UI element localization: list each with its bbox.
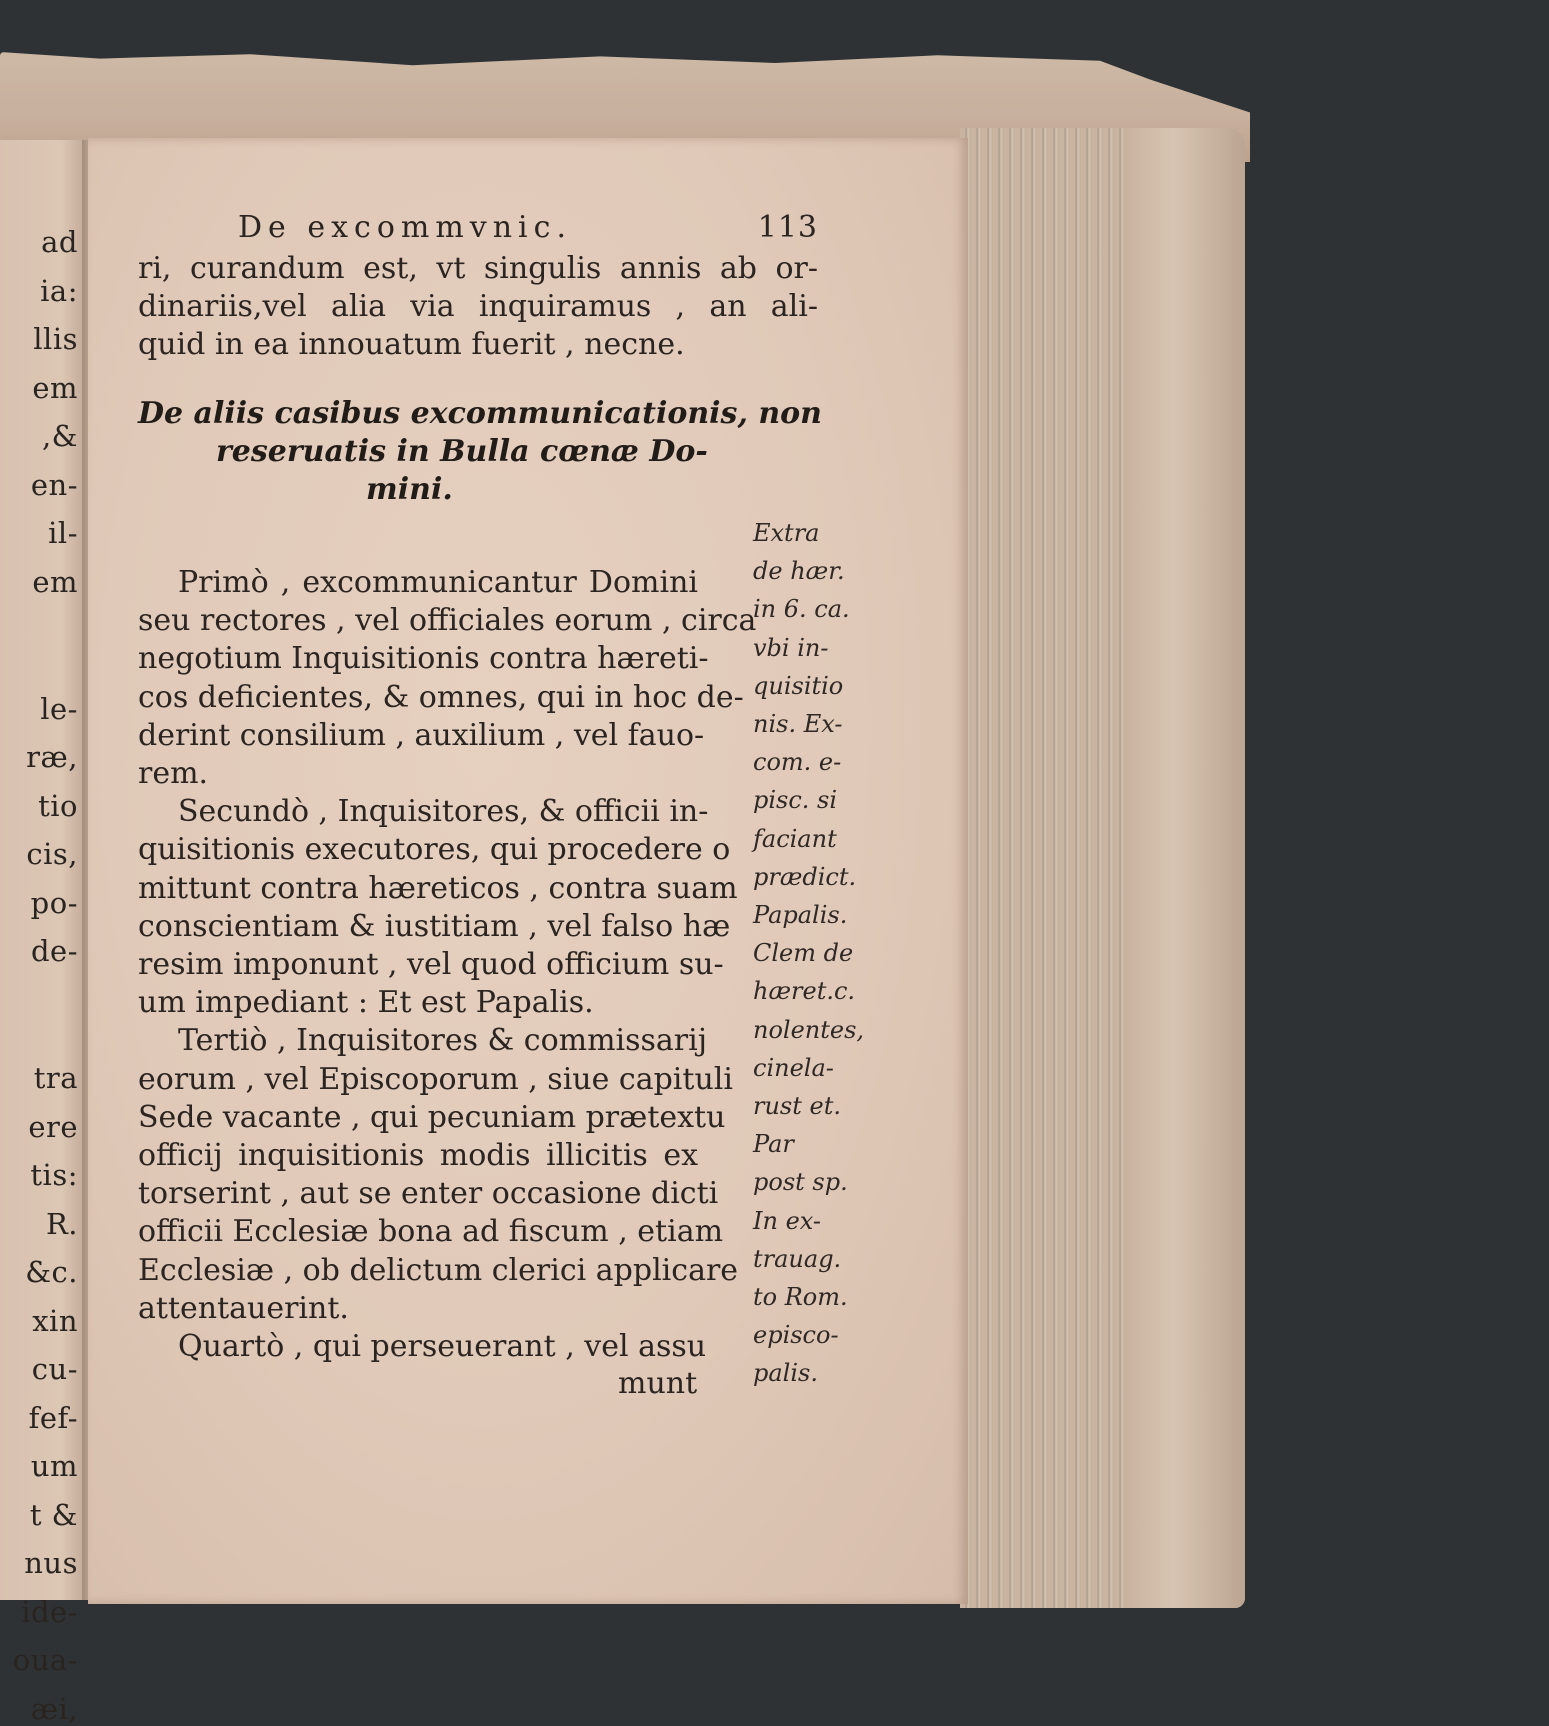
left-facing-page: [0, 140, 88, 1726]
section-heading-line: mini.: [366, 472, 453, 507]
marginal-citation: cinela-: [753, 1053, 834, 1082]
page-header: [238, 210, 818, 250]
body-text-line: torserint , aut se enter occasione dicti: [138, 1176, 719, 1212]
body-text-line: Tertiò , Inquisitores & commissarij: [178, 1023, 708, 1059]
body-text-line: Secundò , Inquisitores, & officii in-: [178, 794, 709, 830]
left-page-line-fragment: em: [32, 564, 78, 599]
left-page-line-fragment: t &: [29, 1497, 78, 1532]
left-page-line-fragment: llis: [33, 322, 78, 356]
body-text-line: derint consilium , auxilium , vel fauo-: [138, 717, 705, 753]
marginal-citation: rust et.: [753, 1092, 841, 1120]
catchword: munt: [618, 1366, 698, 1402]
left-page-line-fragment: cis,: [26, 837, 78, 871]
marginal-citation: faciant: [753, 824, 837, 853]
marginal-citation: quisitio: [753, 671, 844, 700]
cover-edge: [1125, 128, 1245, 1608]
left-page-line-fragment: tis:: [30, 1158, 78, 1192]
body-text-line: officii Ecclesiæ bona ad fiscum , etiam: [138, 1214, 724, 1250]
left-page-line-fragment: &c.: [25, 1255, 78, 1289]
marginal-citation: to Rom.: [753, 1283, 848, 1311]
body-text-line: Primò , excommunicantur Domini: [178, 565, 698, 600]
left-page-line-fragment: ,&: [41, 419, 78, 453]
section-heading-line: De aliis casibus excommunicationis, non: [138, 396, 822, 431]
page-number: 113: [757, 210, 818, 245]
marginal-citation: com. e-: [753, 748, 842, 777]
body-text-line: resim imponunt , vel quod officium su-: [138, 947, 724, 982]
marginal-citation: Clem de: [753, 939, 854, 968]
body-text-line: quisitionis executores, qui procedere o: [138, 832, 731, 868]
body-text-line: Quartò , qui perseuerant , vel assu: [178, 1329, 707, 1364]
marginal-citation: prædict.: [753, 862, 857, 891]
marginal-citation: in 6. ca.: [753, 595, 850, 624]
left-page-line-fragment: nus: [24, 1546, 78, 1580]
body-text-line: conscientiam & iustitiam , vel falso hæ: [138, 908, 731, 944]
marginal-citation: pisc. si: [753, 786, 838, 815]
marginal-citation: palis.: [753, 1359, 818, 1388]
body-text-line: Ecclesiæ , ob delictum clerici applicare: [138, 1252, 739, 1288]
left-page-line-fragment: tio: [38, 788, 78, 823]
body-text-line: negotium Inquisitionis contra hæreti-: [138, 641, 709, 677]
body-text-line: seu rectores , vel officiales eorum , circa: [138, 603, 757, 639]
left-page-line-fragment: ræ,: [26, 740, 78, 774]
marginal-citation: vbi in-: [753, 633, 829, 662]
marginal-citation: post sp.: [753, 1168, 848, 1197]
marginal-citation: nolentes,: [753, 1015, 865, 1044]
left-page-line-fragment: cu-: [31, 1352, 78, 1386]
left-page-line-fragment: le-: [40, 691, 78, 726]
marginal-citation: hæret.c.: [753, 977, 856, 1006]
intro-line: dinariis,vel alia via inquiramus , an ali-: [138, 289, 818, 324]
left-page-line-fragment: ide-: [21, 1594, 78, 1629]
marginal-citation: Papalis.: [753, 901, 848, 929]
marginal-citation: de hær.: [753, 557, 845, 586]
left-page-line-fragment: um: [30, 1449, 78, 1483]
left-page-line-fragment: tra: [33, 1061, 78, 1095]
left-page-line-fragment: il-: [48, 516, 78, 550]
left-page-line-fragment: po-: [30, 885, 78, 920]
marginal-citation: trauag.: [753, 1244, 842, 1273]
left-page-line-fragment: ere: [28, 1109, 78, 1144]
marginal-citation: Par: [753, 1130, 794, 1159]
section-heading-line: reseruatis in Bulla cœnæ Do-: [216, 434, 708, 469]
body-text-line: attentauerint.: [138, 1290, 349, 1326]
left-page-line-fragment: R.: [45, 1206, 78, 1241]
marginal-citation: In ex-: [753, 1206, 821, 1235]
body-text-line: Sede vacante , qui pecuniam prætextu: [138, 1099, 726, 1135]
body-text-line: officij inquisitionis modis illicitis ex: [138, 1138, 698, 1173]
running-head: De excommvnic.: [238, 210, 572, 245]
intro-line: quid in ea innouatum fuerit , necne.: [138, 327, 685, 362]
left-page-line-fragment: en-: [30, 467, 78, 502]
right-page: [88, 138, 968, 1604]
marginal-citation: Extra: [753, 519, 820, 547]
body-text-line: rem.: [138, 756, 209, 791]
left-page-line-fragment: ad: [41, 225, 78, 259]
left-page-line-fragment: æi,: [30, 1691, 78, 1726]
left-page-line-fragment: oua-: [12, 1643, 78, 1677]
left-page-line-fragment: ia:: [40, 273, 78, 308]
body-text-line: um impediant : Et est Papalis.: [138, 985, 594, 1021]
intro-line: ri, curandum est, vt singulis annis ab or-: [138, 251, 818, 286]
left-page-line-fragment: em: [32, 370, 78, 405]
body-text-line: mittunt contra hæreticos , contra suam: [138, 870, 738, 906]
marginal-citation: nis. Ex-: [753, 710, 843, 738]
left-page-line-fragment: xin: [32, 1303, 78, 1338]
body-text-line: eorum , vel Episcoporum , siue capituli: [138, 1061, 733, 1097]
left-page-line-fragment: fef-: [28, 1400, 78, 1435]
page-edges: [960, 128, 1245, 1608]
marginal-citation: episco-: [753, 1321, 839, 1350]
left-page-line-fragment: de-: [30, 934, 78, 968]
body-text-line: cos deficientes, & omnes, qui in hoc de-: [138, 679, 744, 715]
